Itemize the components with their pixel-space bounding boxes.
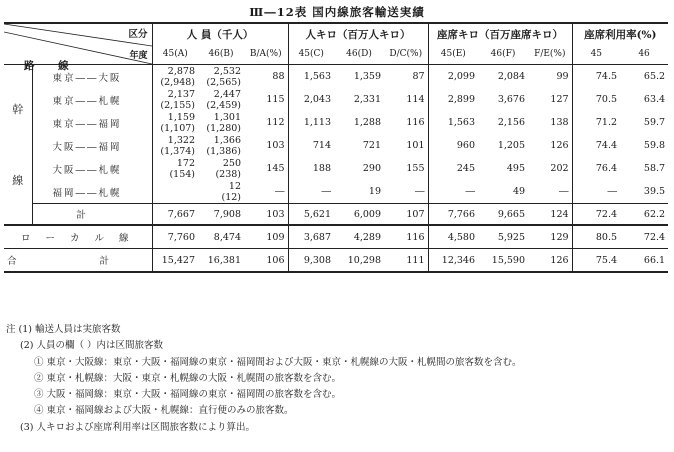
table-row (4, 134, 668, 157)
grand-total-label: 合 計 (4, 249, 152, 273)
cell-f: 1,205 (497, 140, 526, 151)
note-1: 注 (1) 輸送人員は実旅客数 (6, 324, 121, 335)
passenger-transport-table (4, 22, 668, 273)
cell-d: 10,298 (334, 249, 384, 273)
cell-l45: 71.2 (572, 111, 620, 134)
cell-ba: 88 (272, 71, 285, 82)
cell-l45: 74.4 (572, 134, 620, 157)
subtotal-row (4, 204, 668, 226)
cell-c: 1,113 (288, 111, 334, 134)
cell-b: 7,908 (198, 204, 244, 226)
cell-f: 3,676 (497, 94, 526, 105)
cell-l45: 76.4 (572, 157, 620, 180)
cell-dc: 107 (384, 204, 428, 226)
cell-d: 290 (362, 163, 382, 174)
cell-l46: 63.4 (643, 94, 666, 105)
table-row (4, 88, 668, 111)
cell-l46: 65.2 (643, 71, 666, 82)
cell-a: 1,322 (1,374) (152, 134, 198, 157)
cell-e: 12,346 (428, 249, 478, 273)
sub-header: F/E(%) (528, 44, 572, 65)
cell-ba: 145 (266, 163, 285, 174)
cell-ba: 103 (266, 140, 285, 151)
cell-b: 2,447 (2,459) (206, 88, 241, 111)
table-row (4, 65, 668, 89)
group-passenger-km: 人キロ（百万人キロ） (288, 23, 428, 44)
cell-l45: 70.5 (572, 88, 620, 111)
table-row (4, 111, 668, 134)
cell-fe: 129 (528, 225, 572, 249)
sub-header: 45(A) (152, 44, 198, 65)
cell-e: 2,899 (428, 88, 478, 111)
cell-b: 2,532 (2,565) (206, 65, 241, 88)
route-name: 東京――大阪 (52, 72, 122, 84)
cell-f: 5,925 (478, 225, 528, 249)
cell-e: 4,580 (428, 225, 478, 249)
cell-e: 960 (428, 134, 478, 157)
cell-c: 3,687 (288, 225, 334, 249)
footnotes (6, 322, 666, 436)
note-3: (3) 人キロおよび座席利用率は区間旅客数により算出。 (20, 421, 255, 433)
cell-d: 19 (368, 186, 382, 197)
cell-d: 4,289 (334, 225, 384, 249)
cell-ba: 106 (244, 249, 288, 273)
cell-b: 16,381 (198, 249, 244, 273)
cell-l46: 58.7 (643, 163, 666, 174)
cell-ba: 115 (266, 94, 285, 105)
cell-c: 1,563 (288, 65, 334, 89)
cell-a: 7,667 (152, 204, 198, 226)
trunk-line-label (4, 65, 32, 226)
local-line-row (4, 225, 668, 249)
header-corner (4, 23, 152, 72)
cell-ba: 103 (244, 204, 288, 226)
cell-fe: ― (559, 186, 569, 197)
cell-e: 7,766 (428, 204, 478, 226)
cell-c: 714 (288, 134, 334, 157)
cell-l45: 75.4 (572, 249, 620, 273)
table-title: Ⅲ―12表 国内線旅客輸送実績 (249, 5, 425, 19)
route-label: 路 線 (24, 60, 79, 72)
cell-c: ― (288, 180, 334, 204)
route-name: 大阪――札幌 (52, 164, 122, 176)
cell-a: 15,427 (152, 249, 198, 273)
cell-dc: 155 (406, 163, 425, 174)
note-2: (2) 人員の欄（ ）内は区間旅客数 (20, 340, 163, 352)
cell-a (152, 180, 198, 204)
route-name: 東京――福岡 (52, 118, 122, 130)
cell-b: 1,366 (1,386) (206, 134, 241, 157)
cell-fe: 127 (550, 94, 569, 105)
cell-l46: 72.4 (620, 225, 668, 249)
cell-ba: 112 (266, 117, 285, 128)
sub-header: 46(B) (198, 44, 244, 65)
note-2-1: ① 東京・大阪線：東京・大阪・福岡線の東京・福岡間および大阪・東京・札幌線の大阪・札幌間の旅客数を含む。 (34, 356, 522, 368)
note-2-2: ② 東京・札幌線：大阪・東京・札幌線の大阪・札幌間の旅客数を含む。 (34, 372, 342, 384)
sub-header: 46 (620, 44, 668, 65)
cell-e: 245 (428, 157, 478, 180)
cell-f: 2,084 (497, 71, 526, 82)
cell-d: 721 (362, 140, 382, 151)
cell-fe: 99 (556, 71, 569, 82)
cell-a: 172 (154) (152, 157, 198, 180)
note-2-3: ③ 大阪・福岡線：東京・大阪・福岡線の東京・福岡間の旅客数を含む。 (34, 389, 342, 401)
cell-f: 495 (506, 163, 526, 174)
cell-a: 2,137 (2,155) (152, 88, 198, 111)
sub-header: 45(C) (288, 44, 334, 65)
category-label: 区分 (128, 29, 148, 40)
cell-dc: 116 (384, 225, 428, 249)
cell-c: 2,043 (288, 88, 334, 111)
local-line-label: ロ ー カ ル 線 (4, 225, 152, 249)
cell-fe: 138 (550, 117, 569, 128)
cell-e: ― (428, 180, 478, 204)
group-passengers: 人 員（千人） (152, 23, 288, 44)
cell-a: 1,159 (1,107) (152, 111, 198, 134)
cell-l46: 59.8 (643, 140, 666, 151)
cell-e: 1,563 (428, 111, 478, 134)
cell-c: 5,621 (288, 204, 334, 226)
cell-f: 2,156 (497, 117, 526, 128)
cell-b: 8,474 (198, 225, 244, 249)
cell-l45: 80.5 (572, 225, 620, 249)
sub-header: 46(F) (478, 44, 528, 65)
header-group-row (4, 23, 668, 44)
subtotal-label: 計 (32, 204, 152, 226)
cell-b: 1,301 (1,280) (206, 111, 241, 134)
year-label: 年度 (129, 51, 148, 61)
route-name: 東京――札幌 (52, 95, 122, 107)
table-row (4, 180, 668, 204)
sub-header: 46(D) (334, 44, 384, 65)
cell-ba: 109 (244, 225, 288, 249)
cell-l46: 39.5 (643, 186, 666, 197)
sub-header: B/A(%) (244, 44, 288, 65)
cell-l46: 62.2 (620, 204, 668, 226)
cell-b: 12 (12) (221, 180, 241, 203)
cell-d: 1,288 (353, 117, 382, 128)
cell-l45: ― (572, 180, 620, 204)
group-seat-km: 座席キロ（百万座席キロ） (428, 23, 572, 44)
cell-fe: 126 (550, 140, 569, 151)
cell-d: 1,359 (353, 71, 382, 82)
route-name: 大阪――福岡 (52, 141, 122, 153)
cell-b: 250 (238) (215, 157, 241, 180)
cell-dc: 87 (412, 71, 425, 82)
cell-f: 15,590 (478, 249, 528, 273)
cell-l46: 66.1 (620, 249, 668, 273)
sub-header: 45(E) (428, 44, 478, 65)
grand-total-row (4, 249, 668, 273)
route-name: 福岡――札幌 (52, 187, 122, 199)
cell-f: 9,665 (478, 204, 528, 226)
cell-l45: 72.4 (572, 204, 620, 226)
cell-a: 7,760 (152, 225, 198, 249)
cell-dc: 116 (406, 117, 425, 128)
cell-f: 49 (512, 186, 526, 197)
trunk-char-2: 線 (12, 174, 24, 187)
note-2-4: ④ 東京・福岡線および大阪・札幌線：直行便のみの旅客数。 (34, 405, 294, 417)
cell-d: 2,331 (353, 94, 382, 105)
cell-fe: 124 (528, 204, 572, 226)
trunk-char-1: 幹 (12, 103, 24, 116)
cell-dc: 111 (384, 249, 428, 273)
cell-l45: 74.5 (572, 65, 620, 89)
cell-fe: 202 (550, 163, 569, 174)
cell-d: 6,009 (334, 204, 384, 226)
cell-e: 2,099 (428, 65, 478, 89)
cell-fe: 126 (528, 249, 572, 273)
cell-c: 9,308 (288, 249, 334, 273)
sub-header: 45 (572, 44, 620, 65)
cell-dc: 114 (406, 94, 425, 105)
sub-header: D/C(%) (384, 44, 428, 65)
cell-ba: ― (275, 186, 285, 197)
cell-c: 188 (288, 157, 334, 180)
cell-dc: ― (415, 186, 425, 197)
cell-l46: 59.7 (643, 117, 666, 128)
cell-dc: 101 (406, 140, 425, 151)
cell-a: 2,878 (2,948) (152, 65, 198, 89)
group-load-factor: 座席利用率(%) (572, 23, 668, 44)
table-row (4, 157, 668, 180)
